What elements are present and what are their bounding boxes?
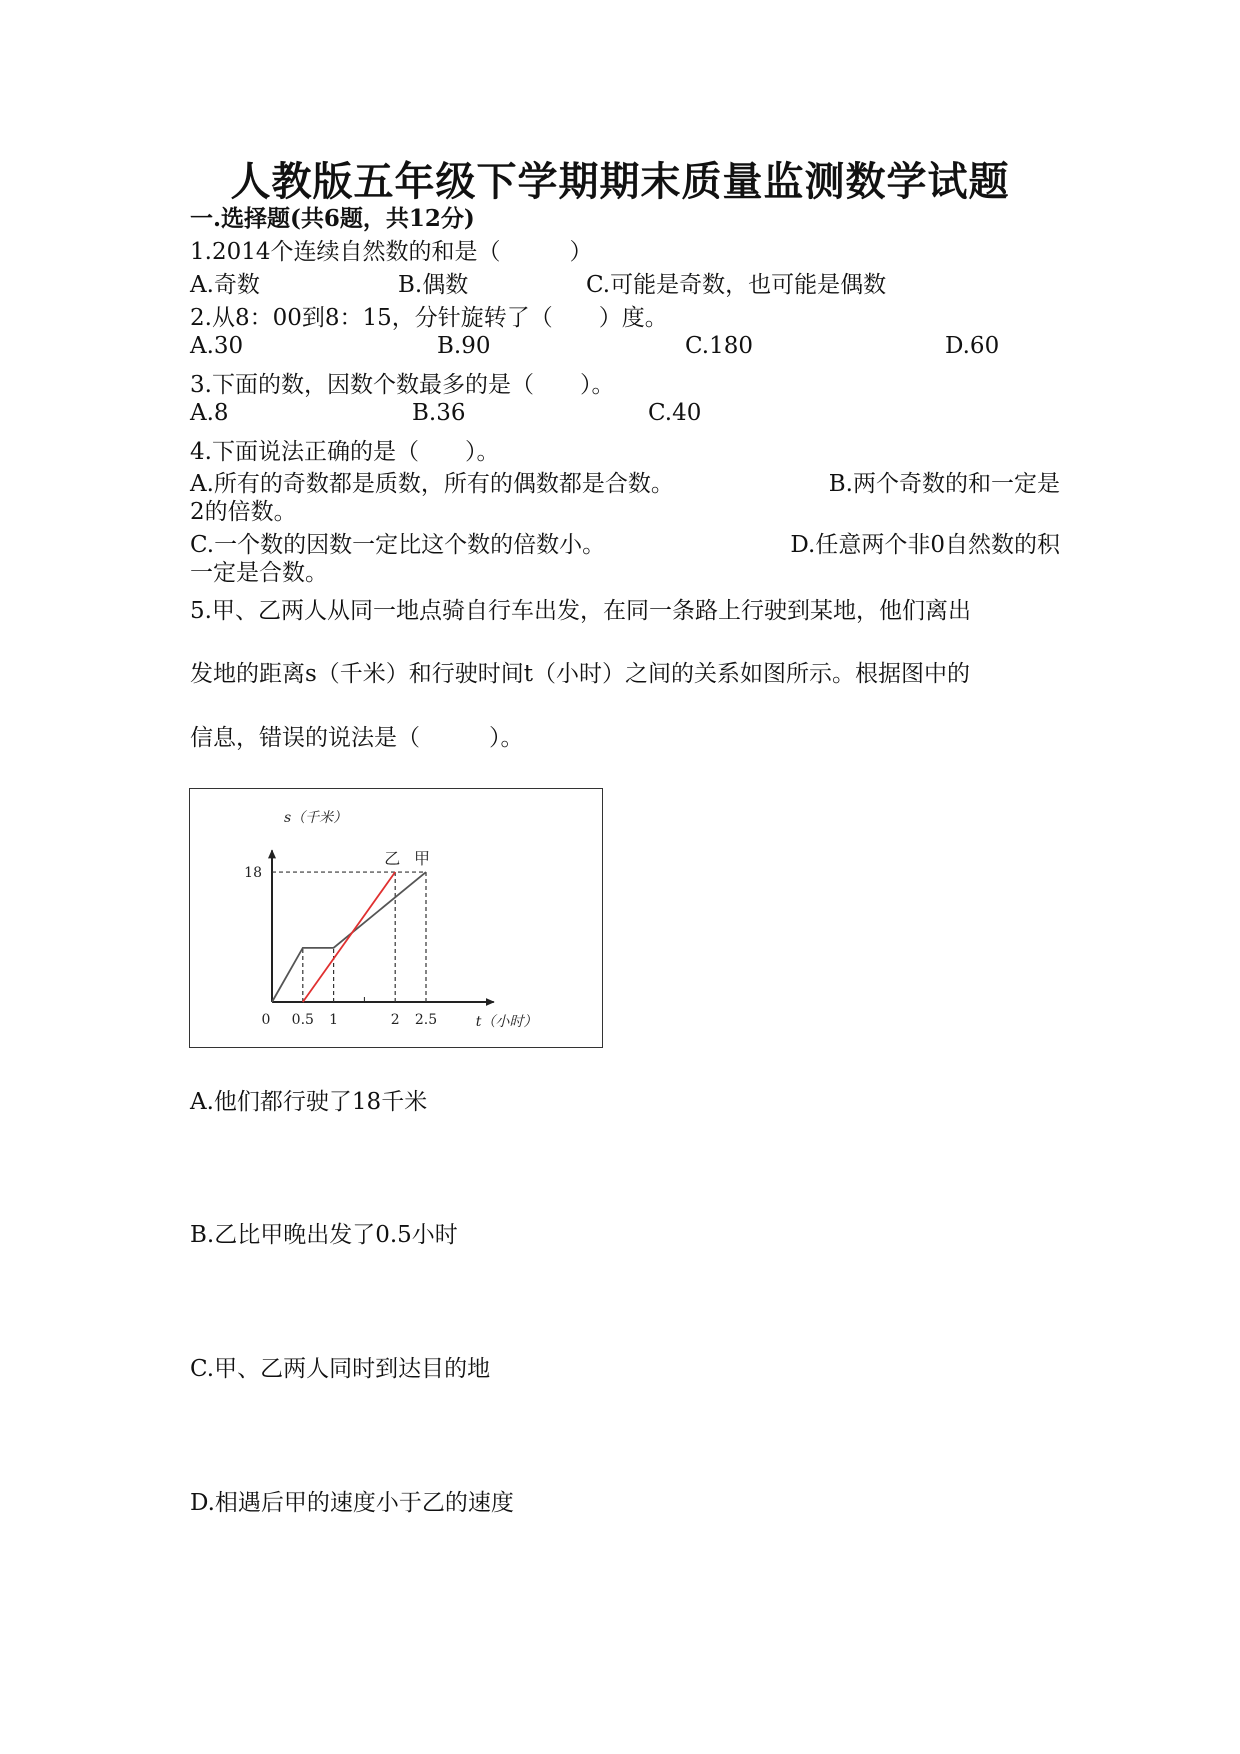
question-4-options-cd [190, 531, 1060, 587]
question-4-option-d: D.任意两个非0自然数的积 [790, 532, 1060, 558]
series-label-乙: 乙 [384, 849, 401, 869]
question-5-option-a: A.他们都行驶了18千米 [190, 1089, 428, 1115]
question-4-stem: 4.下面说法正确的是（ ）。 [190, 439, 500, 465]
section-heading: 一.选择题(共6题，共12分) [190, 205, 475, 232]
series-label-甲: 甲 [413, 849, 431, 869]
question-5-option-d: D.相遇后甲的速度小于乙的速度 [190, 1490, 514, 1516]
question-1-option-b: B.偶数 [398, 272, 469, 298]
question-3-stem: 3.下面的数，因数个数最多的是（ ）。 [190, 372, 615, 398]
question-1-stem: 1.2014个连续自然数的和是（ ） [190, 239, 593, 265]
y-axis-label: s（千米） [284, 810, 348, 826]
question-3-option-c: C.40 [648, 400, 702, 426]
question-2-option-a: A.30 [190, 333, 244, 359]
y-tick-label: 18 [244, 865, 262, 882]
question-2-option-d: D.60 [945, 333, 1000, 359]
chart-svg [190, 789, 602, 1047]
question-1-option-a: A.奇数 [190, 272, 260, 298]
question-5-line-2: 发地的距离s（千米）和行驶时间t（小时）之间的关系如图所示。根据图中的 [190, 661, 971, 687]
question-5-line-3: 信息，错误的说法是（ ）。 [190, 725, 524, 751]
distance-time-chart [189, 788, 603, 1048]
x-tick-label: 1 [329, 1012, 339, 1028]
series-line-乙 [303, 872, 395, 1002]
question-4-option-a: A.所有的奇数都是质数，所有的偶数都是合数。 [190, 471, 674, 497]
question-1-option-c: C.可能是奇数，也可能是偶数 [586, 272, 887, 298]
x-tick-label: 2.5 [414, 1012, 438, 1028]
question-4-options-ab [190, 470, 1060, 526]
question-2-option-b: B.90 [437, 333, 491, 359]
question-3-option-b: B.36 [412, 400, 466, 426]
x-tick-label: 2 [390, 1012, 400, 1028]
x-axis-label: t（小时） [475, 1014, 538, 1030]
question-2-stem: 2.从8：00到8：15，分针旋转了（ ）度。 [190, 305, 668, 331]
question-4-option-b-cont: 2的倍数。 [190, 499, 297, 525]
question-3-option-a: A.8 [190, 400, 229, 426]
question-5-option-c: C.甲、乙两人同时到达目的地 [190, 1356, 491, 1382]
x-tick-label: 0.5 [291, 1012, 314, 1028]
page-title: 人教版五年级下学期期末质量监测数学试题 [230, 158, 1010, 205]
question-4-option-b: B.两个奇数的和一定是 [828, 471, 1060, 497]
question-4-option-c: C.一个数的因数一定比这个数的倍数小。 [190, 532, 606, 558]
question-2-option-c: C.180 [685, 333, 753, 359]
origin-label: 0 [261, 1012, 271, 1028]
question-5-option-b: B.乙比甲晚出发了0.5小时 [190, 1222, 458, 1248]
question-5-line-1: 5.甲、乙两人从同一地点骑自行车出发，在同一条路上行驶到某地，他们离出 [190, 598, 971, 624]
question-4-option-d-cont: 一定是合数。 [190, 560, 328, 586]
